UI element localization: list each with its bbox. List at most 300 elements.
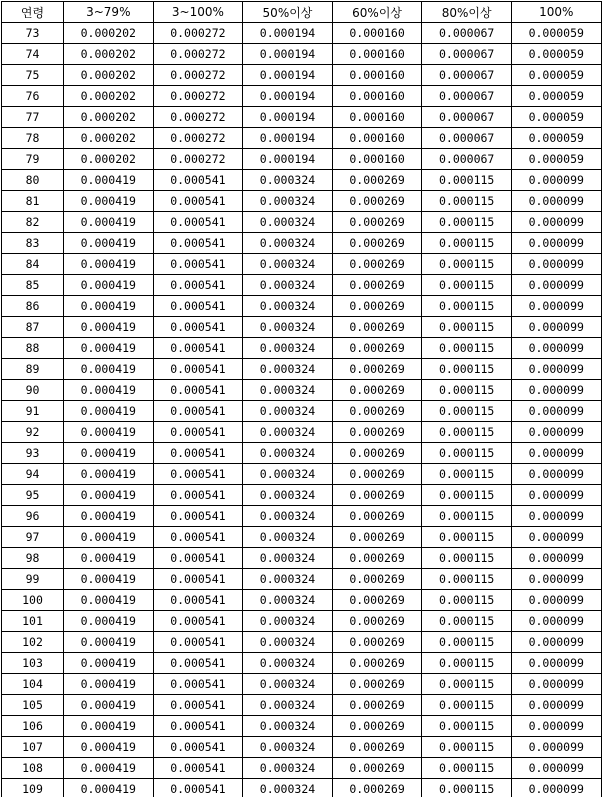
- rate-60-plus-cell: 0.000269: [332, 506, 422, 527]
- rate-80-plus-cell: 0.000115: [422, 338, 512, 359]
- rate-3-79-cell: 0.000419: [64, 359, 154, 380]
- rate-3-100-cell: 0.000541: [153, 464, 243, 485]
- rate-3-100-cell: 0.000272: [153, 65, 243, 86]
- rate-3-79-cell: 0.000419: [64, 695, 154, 716]
- rate-3-100-cell: 0.000541: [153, 695, 243, 716]
- rate-80-plus-cell: 0.000115: [422, 443, 512, 464]
- header-80-plus: 80%이상: [422, 2, 512, 23]
- rate-80-plus-cell: 0.000115: [422, 170, 512, 191]
- rate-3-100-cell: 0.000541: [153, 317, 243, 338]
- table-row: [2, 107, 602, 128]
- rate-3-79-cell: 0.000202: [64, 149, 154, 170]
- rate-50-plus-cell: 0.000324: [243, 296, 333, 317]
- rate-80-plus-cell: 0.000115: [422, 611, 512, 632]
- rate-100-cell: 0.000099: [511, 212, 601, 233]
- rate-3-79-cell: 0.000419: [64, 401, 154, 422]
- table-row: [2, 86, 602, 107]
- table-row: [2, 527, 602, 548]
- age-cell: 98: [2, 548, 64, 569]
- rate-3-79-cell: 0.000419: [64, 653, 154, 674]
- rate-100-cell: 0.000099: [511, 758, 601, 779]
- rate-100-cell: 0.000099: [511, 737, 601, 758]
- rate-80-plus-cell: 0.000115: [422, 506, 512, 527]
- rate-50-plus-cell: 0.000324: [243, 611, 333, 632]
- table-row: [2, 149, 602, 170]
- rate-50-plus-cell: 0.000324: [243, 338, 333, 359]
- rate-3-79-cell: 0.000419: [64, 443, 154, 464]
- rate-100-cell: 0.000059: [511, 86, 601, 107]
- rate-3-79-cell: 0.000419: [64, 380, 154, 401]
- table-row: [2, 401, 602, 422]
- table-row: [2, 464, 602, 485]
- table-row: [2, 485, 602, 506]
- rate-60-plus-cell: 0.000160: [332, 44, 422, 65]
- rate-3-79-cell: 0.000419: [64, 590, 154, 611]
- rate-50-plus-cell: 0.000324: [243, 380, 333, 401]
- age-cell: 108: [2, 758, 64, 779]
- rate-3-79-cell: 0.000419: [64, 548, 154, 569]
- rate-100-cell: 0.000099: [511, 674, 601, 695]
- rate-3-79-cell: 0.000202: [64, 44, 154, 65]
- rate-50-plus-cell: 0.000324: [243, 422, 333, 443]
- rate-60-plus-cell: 0.000269: [332, 527, 422, 548]
- rate-80-plus-cell: 0.000067: [422, 65, 512, 86]
- rate-3-100-cell: 0.000541: [153, 506, 243, 527]
- rate-3-79-cell: 0.000419: [64, 317, 154, 338]
- header-100: 100%: [511, 2, 601, 23]
- rate-100-cell: 0.000099: [511, 296, 601, 317]
- rate-50-plus-cell: 0.000324: [243, 674, 333, 695]
- age-cell: 77: [2, 107, 64, 128]
- rate-60-plus-cell: 0.000269: [332, 674, 422, 695]
- rate-60-plus-cell: 0.000269: [332, 275, 422, 296]
- rate-3-79-cell: 0.000202: [64, 65, 154, 86]
- rate-80-plus-cell: 0.000115: [422, 527, 512, 548]
- rate-60-plus-cell: 0.000160: [332, 128, 422, 149]
- table-row: [2, 254, 602, 275]
- rate-50-plus-cell: 0.000324: [243, 401, 333, 422]
- rate-100-cell: 0.000099: [511, 359, 601, 380]
- rate-50-plus-cell: 0.000324: [243, 695, 333, 716]
- rate-100-cell: 0.000099: [511, 380, 601, 401]
- rate-80-plus-cell: 0.000115: [422, 401, 512, 422]
- rate-80-plus-cell: 0.000115: [422, 464, 512, 485]
- rate-60-plus-cell: 0.000269: [332, 233, 422, 254]
- rate-80-plus-cell: 0.000067: [422, 86, 512, 107]
- table-row: [2, 653, 602, 674]
- rate-100-cell: 0.000099: [511, 443, 601, 464]
- header-60-plus: 60%이상: [332, 2, 422, 23]
- age-cell: 78: [2, 128, 64, 149]
- header-age: 연령: [2, 2, 64, 23]
- rate-60-plus-cell: 0.000160: [332, 23, 422, 44]
- rate-60-plus-cell: 0.000269: [332, 443, 422, 464]
- rate-60-plus-cell: 0.000269: [332, 317, 422, 338]
- table-body: [2, 23, 602, 797]
- rate-3-100-cell: 0.000541: [153, 758, 243, 779]
- rate-3-79-cell: 0.000419: [64, 506, 154, 527]
- rate-3-79-cell: 0.000419: [64, 338, 154, 359]
- rate-3-79-cell: 0.000419: [64, 779, 154, 797]
- rate-80-plus-cell: 0.000115: [422, 716, 512, 737]
- rate-80-plus-cell: 0.000115: [422, 695, 512, 716]
- rate-100-cell: 0.000099: [511, 254, 601, 275]
- rate-3-79-cell: 0.000419: [64, 674, 154, 695]
- rate-100-cell: 0.000099: [511, 422, 601, 443]
- rate-3-100-cell: 0.000541: [153, 443, 243, 464]
- rate-80-plus-cell: 0.000067: [422, 44, 512, 65]
- rate-100-cell: 0.000099: [511, 569, 601, 590]
- rate-80-plus-cell: 0.000115: [422, 254, 512, 275]
- age-cell: 74: [2, 44, 64, 65]
- rate-3-100-cell: 0.000541: [153, 338, 243, 359]
- table-row: [2, 779, 602, 797]
- rate-80-plus-cell: 0.000115: [422, 380, 512, 401]
- rate-60-plus-cell: 0.000160: [332, 65, 422, 86]
- rate-3-79-cell: 0.000419: [64, 191, 154, 212]
- age-cell: 99: [2, 569, 64, 590]
- table-row: [2, 590, 602, 611]
- age-cell: 84: [2, 254, 64, 275]
- rate-50-plus-cell: 0.000324: [243, 170, 333, 191]
- age-cell: 76: [2, 86, 64, 107]
- rate-3-100-cell: 0.000272: [153, 107, 243, 128]
- rate-80-plus-cell: 0.000115: [422, 779, 512, 797]
- table-row: [2, 674, 602, 695]
- rate-3-100-cell: 0.000541: [153, 401, 243, 422]
- rate-100-cell: 0.000059: [511, 23, 601, 44]
- rate-80-plus-cell: 0.000115: [422, 275, 512, 296]
- rate-100-cell: 0.000099: [511, 527, 601, 548]
- table-row: [2, 23, 602, 44]
- rate-3-100-cell: 0.000541: [153, 548, 243, 569]
- table-row: [2, 212, 602, 233]
- age-cell: 105: [2, 695, 64, 716]
- table-row: [2, 716, 602, 737]
- age-cell: 91: [2, 401, 64, 422]
- rate-50-plus-cell: 0.000324: [243, 275, 333, 296]
- rate-3-79-cell: 0.000419: [64, 611, 154, 632]
- rate-50-plus-cell: 0.000324: [243, 464, 333, 485]
- rate-table: [1, 1, 602, 797]
- rate-60-plus-cell: 0.000269: [332, 380, 422, 401]
- table-row: [2, 275, 602, 296]
- rate-80-plus-cell: 0.000115: [422, 212, 512, 233]
- rate-3-100-cell: 0.000541: [153, 233, 243, 254]
- rate-50-plus-cell: 0.000324: [243, 737, 333, 758]
- rate-50-plus-cell: 0.000324: [243, 212, 333, 233]
- table-row: [2, 338, 602, 359]
- age-cell: 88: [2, 338, 64, 359]
- rate-80-plus-cell: 0.000115: [422, 485, 512, 506]
- rate-80-plus-cell: 0.000115: [422, 674, 512, 695]
- rate-50-plus-cell: 0.000324: [243, 548, 333, 569]
- rate-50-plus-cell: 0.000324: [243, 506, 333, 527]
- rate-80-plus-cell: 0.000115: [422, 191, 512, 212]
- rate-50-plus-cell: 0.000324: [243, 485, 333, 506]
- rate-3-100-cell: 0.000541: [153, 485, 243, 506]
- rate-100-cell: 0.000059: [511, 128, 601, 149]
- header-row: [2, 2, 602, 23]
- rate-3-79-cell: 0.000419: [64, 464, 154, 485]
- age-cell: 102: [2, 632, 64, 653]
- age-cell: 109: [2, 779, 64, 797]
- age-cell: 81: [2, 191, 64, 212]
- age-cell: 96: [2, 506, 64, 527]
- table-row: [2, 65, 602, 86]
- rate-60-plus-cell: 0.000269: [332, 464, 422, 485]
- rate-80-plus-cell: 0.000115: [422, 317, 512, 338]
- rate-100-cell: 0.000099: [511, 779, 601, 797]
- rate-3-100-cell: 0.000541: [153, 569, 243, 590]
- rate-3-79-cell: 0.000419: [64, 275, 154, 296]
- rate-50-plus-cell: 0.000194: [243, 65, 333, 86]
- rate-100-cell: 0.000099: [511, 590, 601, 611]
- table-row: [2, 548, 602, 569]
- age-cell: 101: [2, 611, 64, 632]
- rate-3-79-cell: 0.000419: [64, 716, 154, 737]
- rate-100-cell: 0.000099: [511, 170, 601, 191]
- table-row: [2, 695, 602, 716]
- rate-50-plus-cell: 0.000324: [243, 716, 333, 737]
- rate-100-cell: 0.000099: [511, 338, 601, 359]
- rate-60-plus-cell: 0.000269: [332, 422, 422, 443]
- rate-100-cell: 0.000099: [511, 653, 601, 674]
- rate-50-plus-cell: 0.000324: [243, 254, 333, 275]
- rate-3-79-cell: 0.000202: [64, 107, 154, 128]
- table-row: [2, 359, 602, 380]
- rate-60-plus-cell: 0.000160: [332, 107, 422, 128]
- rate-50-plus-cell: 0.000324: [243, 569, 333, 590]
- rate-80-plus-cell: 0.000115: [422, 632, 512, 653]
- rate-3-79-cell: 0.000419: [64, 254, 154, 275]
- rate-3-79-cell: 0.000202: [64, 128, 154, 149]
- rate-60-plus-cell: 0.000269: [332, 254, 422, 275]
- rate-3-79-cell: 0.000419: [64, 632, 154, 653]
- table-row: [2, 170, 602, 191]
- age-cell: 107: [2, 737, 64, 758]
- age-cell: 73: [2, 23, 64, 44]
- table-row: [2, 737, 602, 758]
- table-row: [2, 758, 602, 779]
- rate-80-plus-cell: 0.000115: [422, 569, 512, 590]
- rate-80-plus-cell: 0.000115: [422, 422, 512, 443]
- rate-50-plus-cell: 0.000194: [243, 149, 333, 170]
- rate-3-79-cell: 0.000202: [64, 23, 154, 44]
- rate-100-cell: 0.000099: [511, 632, 601, 653]
- rate-80-plus-cell: 0.000115: [422, 737, 512, 758]
- rate-100-cell: 0.000099: [511, 317, 601, 338]
- rate-80-plus-cell: 0.000115: [422, 758, 512, 779]
- rate-3-100-cell: 0.000541: [153, 674, 243, 695]
- table-row: [2, 611, 602, 632]
- rate-60-plus-cell: 0.000269: [332, 779, 422, 797]
- rate-50-plus-cell: 0.000324: [243, 443, 333, 464]
- age-cell: 104: [2, 674, 64, 695]
- rate-50-plus-cell: 0.000324: [243, 191, 333, 212]
- rate-100-cell: 0.000099: [511, 233, 601, 254]
- rate-3-100-cell: 0.000541: [153, 380, 243, 401]
- rate-80-plus-cell: 0.000115: [422, 653, 512, 674]
- table-row: [2, 506, 602, 527]
- rate-80-plus-cell: 0.000115: [422, 233, 512, 254]
- rate-3-100-cell: 0.000541: [153, 779, 243, 797]
- rate-3-100-cell: 0.000541: [153, 296, 243, 317]
- rate-3-100-cell: 0.000541: [153, 359, 243, 380]
- rate-60-plus-cell: 0.000269: [332, 653, 422, 674]
- rate-60-plus-cell: 0.000269: [332, 212, 422, 233]
- table-row: [2, 44, 602, 65]
- rate-3-100-cell: 0.000541: [153, 653, 243, 674]
- table-row: [2, 422, 602, 443]
- age-cell: 97: [2, 527, 64, 548]
- age-cell: 94: [2, 464, 64, 485]
- rate-100-cell: 0.000099: [511, 611, 601, 632]
- rate-3-79-cell: 0.000419: [64, 170, 154, 191]
- rate-80-plus-cell: 0.000067: [422, 149, 512, 170]
- rate-60-plus-cell: 0.000269: [332, 695, 422, 716]
- rate-3-79-cell: 0.000202: [64, 86, 154, 107]
- rate-60-plus-cell: 0.000269: [332, 758, 422, 779]
- rate-60-plus-cell: 0.000269: [332, 170, 422, 191]
- age-cell: 86: [2, 296, 64, 317]
- age-cell: 93: [2, 443, 64, 464]
- table-row: [2, 380, 602, 401]
- rate-80-plus-cell: 0.000115: [422, 359, 512, 380]
- table-row: [2, 317, 602, 338]
- age-cell: 92: [2, 422, 64, 443]
- rate-3-79-cell: 0.000419: [64, 758, 154, 779]
- rate-3-100-cell: 0.000541: [153, 527, 243, 548]
- rate-100-cell: 0.000099: [511, 716, 601, 737]
- rate-50-plus-cell: 0.000324: [243, 632, 333, 653]
- header-3-79: 3~79%: [64, 2, 154, 23]
- rate-100-cell: 0.000099: [511, 275, 601, 296]
- rate-3-79-cell: 0.000419: [64, 527, 154, 548]
- rate-100-cell: 0.000059: [511, 107, 601, 128]
- rate-80-plus-cell: 0.000067: [422, 107, 512, 128]
- rate-50-plus-cell: 0.000324: [243, 317, 333, 338]
- rate-50-plus-cell: 0.000324: [243, 527, 333, 548]
- table-row: [2, 632, 602, 653]
- rate-60-plus-cell: 0.000269: [332, 338, 422, 359]
- rate-60-plus-cell: 0.000269: [332, 737, 422, 758]
- rate-3-100-cell: 0.000272: [153, 128, 243, 149]
- rate-3-79-cell: 0.000419: [64, 737, 154, 758]
- rate-50-plus-cell: 0.000324: [243, 590, 333, 611]
- rate-3-79-cell: 0.000419: [64, 422, 154, 443]
- rate-3-79-cell: 0.000419: [64, 569, 154, 590]
- age-cell: 85: [2, 275, 64, 296]
- rate-50-plus-cell: 0.000194: [243, 86, 333, 107]
- rate-3-100-cell: 0.000541: [153, 590, 243, 611]
- rate-80-plus-cell: 0.000115: [422, 590, 512, 611]
- rate-60-plus-cell: 0.000269: [332, 401, 422, 422]
- rate-50-plus-cell: 0.000194: [243, 128, 333, 149]
- rate-3-100-cell: 0.000272: [153, 86, 243, 107]
- rate-3-100-cell: 0.000541: [153, 212, 243, 233]
- rate-3-79-cell: 0.000419: [64, 485, 154, 506]
- rate-60-plus-cell: 0.000160: [332, 86, 422, 107]
- age-cell: 80: [2, 170, 64, 191]
- rate-60-plus-cell: 0.000269: [332, 716, 422, 737]
- rate-100-cell: 0.000099: [511, 485, 601, 506]
- rate-3-100-cell: 0.000541: [153, 254, 243, 275]
- rate-80-plus-cell: 0.000067: [422, 23, 512, 44]
- rate-60-plus-cell: 0.000269: [332, 548, 422, 569]
- rate-3-100-cell: 0.000541: [153, 632, 243, 653]
- rate-50-plus-cell: 0.000324: [243, 359, 333, 380]
- table-row: [2, 296, 602, 317]
- rate-60-plus-cell: 0.000269: [332, 632, 422, 653]
- age-cell: 90: [2, 380, 64, 401]
- rate-50-plus-cell: 0.000194: [243, 107, 333, 128]
- age-cell: 75: [2, 65, 64, 86]
- age-cell: 95: [2, 485, 64, 506]
- rate-100-cell: 0.000059: [511, 65, 601, 86]
- rate-3-79-cell: 0.000419: [64, 296, 154, 317]
- age-cell: 100: [2, 590, 64, 611]
- rate-60-plus-cell: 0.000269: [332, 485, 422, 506]
- table-header: [2, 2, 602, 23]
- rate-100-cell: 0.000059: [511, 149, 601, 170]
- rate-60-plus-cell: 0.000269: [332, 296, 422, 317]
- rate-60-plus-cell: 0.000269: [332, 359, 422, 380]
- rate-80-plus-cell: 0.000115: [422, 548, 512, 569]
- rate-3-100-cell: 0.000541: [153, 275, 243, 296]
- rate-50-plus-cell: 0.000324: [243, 758, 333, 779]
- rate-3-79-cell: 0.000419: [64, 233, 154, 254]
- rate-100-cell: 0.000099: [511, 401, 601, 422]
- rate-3-100-cell: 0.000272: [153, 44, 243, 65]
- table-row: [2, 233, 602, 254]
- rate-3-100-cell: 0.000541: [153, 191, 243, 212]
- rate-80-plus-cell: 0.000067: [422, 128, 512, 149]
- rate-60-plus-cell: 0.000269: [332, 191, 422, 212]
- table-row: [2, 443, 602, 464]
- rate-50-plus-cell: 0.000194: [243, 44, 333, 65]
- age-cell: 82: [2, 212, 64, 233]
- rate-100-cell: 0.000099: [511, 548, 601, 569]
- rate-100-cell: 0.000099: [511, 191, 601, 212]
- rate-3-100-cell: 0.000541: [153, 716, 243, 737]
- rate-3-100-cell: 0.000541: [153, 422, 243, 443]
- age-cell: 103: [2, 653, 64, 674]
- rate-80-plus-cell: 0.000115: [422, 296, 512, 317]
- rate-50-plus-cell: 0.000324: [243, 233, 333, 254]
- rate-3-79-cell: 0.000419: [64, 212, 154, 233]
- rate-3-100-cell: 0.000541: [153, 737, 243, 758]
- age-cell: 83: [2, 233, 64, 254]
- rate-50-plus-cell: 0.000324: [243, 653, 333, 674]
- age-cell: 106: [2, 716, 64, 737]
- rate-100-cell: 0.000099: [511, 695, 601, 716]
- table-row: [2, 128, 602, 149]
- header-3-100: 3~100%: [153, 2, 243, 23]
- age-cell: 89: [2, 359, 64, 380]
- age-cell: 87: [2, 317, 64, 338]
- header-50-plus: 50%이상: [243, 2, 333, 23]
- rate-3-100-cell: 0.000272: [153, 23, 243, 44]
- age-cell: 79: [2, 149, 64, 170]
- rate-3-100-cell: 0.000541: [153, 611, 243, 632]
- rate-100-cell: 0.000059: [511, 44, 601, 65]
- rate-3-100-cell: 0.000272: [153, 149, 243, 170]
- rate-50-plus-cell: 0.000194: [243, 23, 333, 44]
- rate-60-plus-cell: 0.000269: [332, 569, 422, 590]
- rate-50-plus-cell: 0.000324: [243, 779, 333, 797]
- rate-60-plus-cell: 0.000269: [332, 611, 422, 632]
